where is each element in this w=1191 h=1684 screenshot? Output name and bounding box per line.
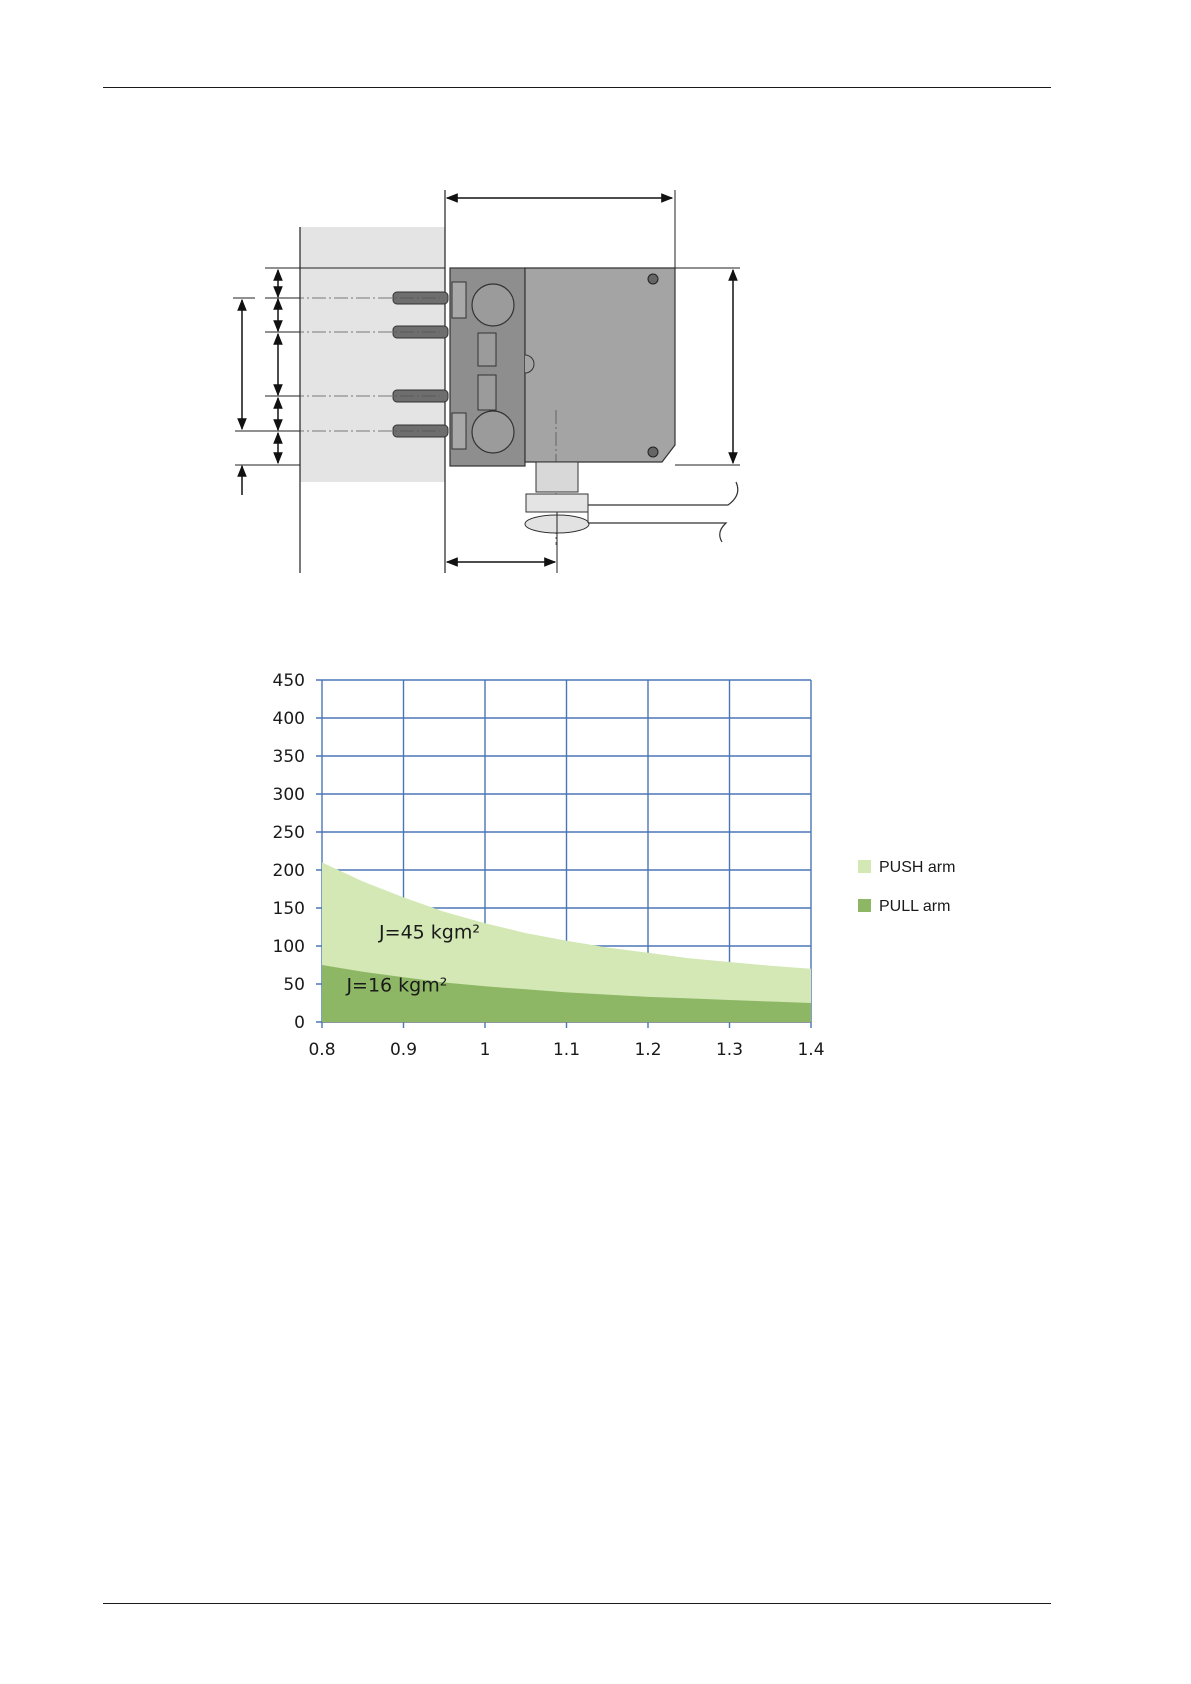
y-tick-label: 200	[272, 861, 305, 881]
legend-swatch	[858, 860, 871, 873]
y-tick-label: 100	[272, 937, 305, 957]
x-tick-label: 0.8	[308, 1040, 336, 1060]
x-axis-tick-labels	[308, 1040, 824, 1060]
y-tick-label: 150	[272, 899, 305, 919]
area-annotation: J=45 kgm²	[379, 921, 480, 944]
y-tick-label: 250	[272, 823, 305, 843]
footer-rule	[103, 1603, 1051, 1604]
area-annotation: J=16 kgm²	[346, 974, 448, 997]
x-tick-label: 1.3	[715, 1040, 744, 1060]
y-tick-label: 350	[272, 747, 305, 767]
y-tick-label: 450	[272, 671, 305, 691]
y-tick-label: 300	[272, 785, 305, 805]
x-tick-label: 0.9	[389, 1040, 418, 1060]
y-axis-tick-labels	[273, 671, 305, 1033]
legend-label: PUSH arm	[879, 859, 956, 876]
x-tick-label: 1.2	[634, 1040, 662, 1060]
legend-swatch	[858, 899, 871, 912]
chart-legend	[858, 859, 955, 915]
x-tick-label: 1.1	[552, 1040, 581, 1060]
legend-label: PULL arm	[879, 898, 951, 915]
x-tick-label: 1.4	[797, 1040, 825, 1060]
y-tick-label: 400	[272, 709, 305, 729]
y-tick-label: 50	[283, 975, 305, 995]
x-tick-label: 1	[479, 1040, 491, 1060]
y-tick-label: 0	[294, 1013, 305, 1033]
